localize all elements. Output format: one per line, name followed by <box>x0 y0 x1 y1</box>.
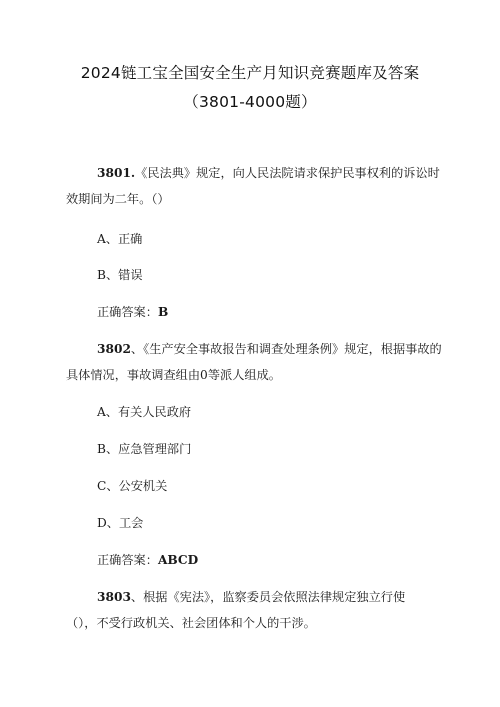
document-title: 2024链工宝全国安全生产月知识竞赛题库及答案 <box>80 64 420 82</box>
question-3801-stem-line1 <box>97 164 440 181</box>
question-text: 、《生产安全事故报告和调查处理条例》规定，根据事故的 <box>130 342 442 356</box>
question-number: 3803 <box>97 590 131 604</box>
question-3802-option-a: A、有关人民政府 <box>97 405 192 419</box>
question-number: 3802 <box>97 342 131 356</box>
question-3801-option-b: B、错误 <box>97 268 143 282</box>
question-text: 、根据《宪法》，监察委员会依照法律规定独立行使 <box>130 590 406 604</box>
answer-label: 正确答案： <box>97 305 158 319</box>
question-3802-option-d: D、工会 <box>97 516 144 530</box>
question-3802-answer <box>97 551 198 568</box>
answer-value: B <box>157 305 169 319</box>
question-3803-stem-line2: （），不受行政机关、社会团体和个人的干涉。 <box>66 616 316 630</box>
question-text: 《民法典》规定，向人民法院请求保护民事权利的诉讼时 <box>135 166 440 180</box>
question-number: 3801. <box>97 166 136 180</box>
question-3801-option-a: A、正确 <box>97 232 143 246</box>
question-3802-option-b: B、应急管理部门 <box>97 442 192 456</box>
question-3802-stem-line2: 具体情况，事故调查组由0等派人组成。 <box>66 368 281 382</box>
answer-value: ABCD <box>157 553 199 567</box>
document-subtitle: （3801-4000题） <box>183 93 317 111</box>
question-3801-stem-line2: 效期间为二年。（） <box>66 192 170 206</box>
question-3803-stem-line1 <box>97 588 405 605</box>
question-3802-option-c: C、公安机关 <box>97 479 168 493</box>
question-3801-answer <box>97 303 168 320</box>
question-3802-stem-line1 <box>97 340 442 357</box>
answer-label: 正确答案： <box>97 553 158 567</box>
